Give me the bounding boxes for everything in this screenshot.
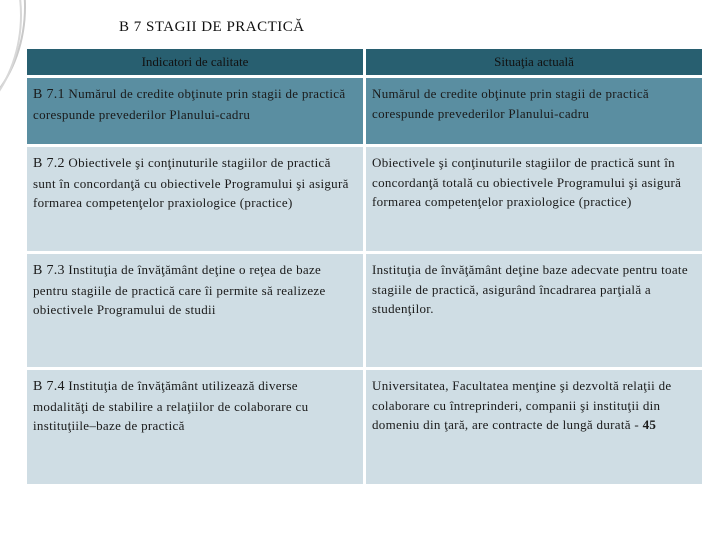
status-cell: [366, 78, 702, 144]
status-text: Universitatea, Facultatea menţine şi dezvoltă relaţii de colaborare cu întreprinderi, companii şi instituţii din domeniu din ţară, are contracte de lungă durată -: [372, 378, 672, 432]
status-text: Numărul de credite obţinute prin stagii de practică corespunde prevederilor Planului-cadru: [372, 86, 650, 121]
indicator-text: Instituţia de învăţământ utilizează diverse modalităţi de stabilire a relaţiilor de colaborare cu instituţiile–baze de practică: [33, 378, 309, 433]
page-title: B 7 STAGII DE PRACTICĂ: [119, 19, 305, 35]
status-text: Instituţia de învăţământ deţine baze adecvate pentru toate stagiile de practică, asigurând încadrarea parţială a studenţilor.: [372, 262, 688, 316]
status-text: Obiectivele şi conţinuturile stagiilor de practică sunt în concordanţă totală cu obiectivele Programului şi asigură formarea competenţelor praxiologice (practice): [372, 155, 682, 209]
indicator-text: Obiectivele şi conţinuturile stagiilor de practică sunt în concordanţă cu obiectivele Programului şi asigură formarea competenţelor praxiologice (practice): [33, 155, 349, 210]
indicator-text: Instituţia de învăţământ deţine o reţea de baze pentru stagiile de practică care îi permite să realizeze obiectivele Programului de studii: [33, 262, 326, 317]
table-row: [27, 254, 702, 367]
header-indicators: Indicatori de calitate: [27, 49, 363, 75]
indicator-code: B 7.3: [33, 263, 65, 278]
table-header-row: [27, 49, 702, 75]
indicator-cell: [27, 254, 363, 367]
indicator-cell: [27, 147, 363, 251]
indicator-code: B 7.1: [33, 87, 65, 102]
header-current-status: Situaţia actuală: [366, 49, 702, 75]
table-row: [27, 370, 702, 484]
indicator-cell: [27, 78, 363, 144]
indicator-cell: [27, 370, 363, 484]
indicator-code: B 7.2: [33, 156, 65, 171]
status-cell: [366, 147, 702, 251]
table-row: [27, 147, 702, 251]
status-cell: [366, 254, 702, 367]
status-bold-value: 45: [642, 417, 657, 432]
quality-indicators-table: [24, 46, 705, 487]
status-cell: [366, 370, 702, 484]
indicator-text: Numărul de credite obţinute prin stagii de practică corespunde prevederilor Planului-cadru: [33, 86, 346, 122]
indicator-code: B 7.4: [33, 379, 65, 394]
table-row: [27, 78, 702, 144]
